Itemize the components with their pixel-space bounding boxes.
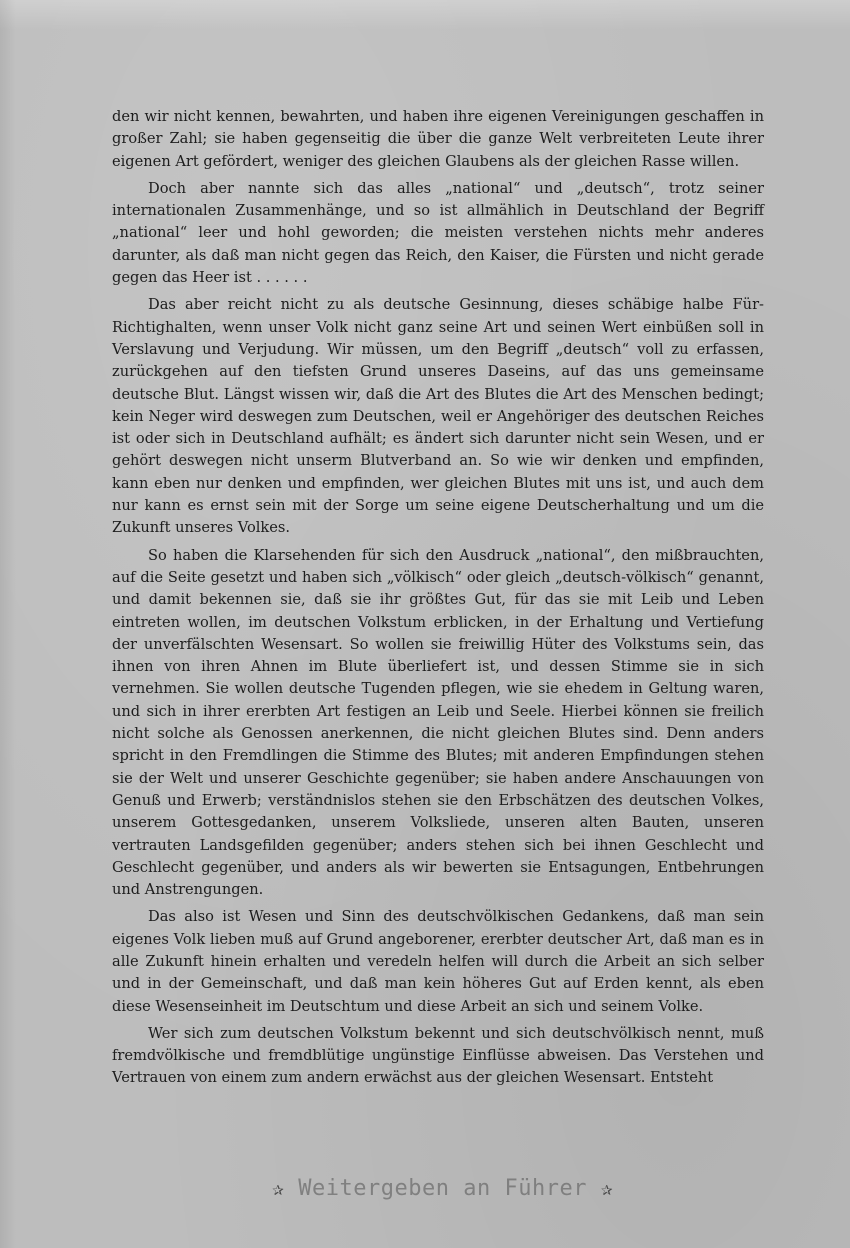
star-icon: ✰ bbox=[272, 1176, 285, 1200]
stamp-text: Weitergeben an Führer bbox=[298, 1176, 587, 1201]
star-icon: ✰ bbox=[600, 1176, 614, 1200]
paragraph-5: Das also ist Wesen und Sinn des deutschvölkischen Gedankens, daß man sein eigenes Volk lieben muß auf Grund angeborener, ererbter deutscher Art, daß man es in alle Zukunft hinein erhalten und veredeln helfen will durch die Arbeit an sich selber und in der Gemeinschaft, und daß man kein höheres Gut auf Erden kennt, als eben diese Wesenseinheit im Deutschtum und diese Arbeit an sich und seinem Volke. bbox=[112, 908, 764, 1015]
paper-fold-shading bbox=[0, 0, 16, 1248]
paragraph-2: Doch aber nannte sich das alles „national“ und „deutsch“, trotz seiner internationalen Zusammenhänge, und so ist allmählich in Deutschland der Begriff „national“ leer und hohl geworden; die meisten verstehen nichts mehr anderes darunter, als daß man nicht gegen das Reich, den Kaiser, die Fürsten und nicht gerade gegen das Heer ist . . . . . . bbox=[112, 179, 764, 287]
paragraph-3: Das aber reicht nicht zu als deutsche Gesinnung, dieses schäbige halbe Für-Richtighalten, wenn unser Volk nicht ganz seine Art und seinen Wert einbüßen soll in Verslavung und Verjudung. Wir müssen, um den Begriff „deutsch“ voll zu erfassen, zurückgehen auf den tiefsten Grund unseres Daseins, auf das uns gemeinsame deutsche Blut. Längst wissen wir, daß die Art des Blutes die Art des Menschen bedingt; kein Neger wird deswegen zum Deutschen, weil er Angehöriger des deutschen Reiches ist oder sich in Deutschland aufhält; es ändert sich darunter nicht sein Wesen, und er gehört deswegen nicht unserm Blutverband an. So wie wir denken und empfinden, kann eben nur denken und empfinden, wer gleichen Blutes mit uns ist, und auch dem nur kann es ernst sein mit der Sorge um seine eigene Deutscherhaltung und um die Zukunft unseres Volkes. bbox=[112, 296, 764, 537]
paragraph-6: Wer sich zum deutschen Volkstum bekennt und sich deutschvölkisch nennt, muß fremdvölkische und fremdblütige ungünstige Einflüsse abweisen. Das Verstehen und Vertrauen von einem zum andern erwächst aus der gleichen Wesensart. Entsteht bbox=[112, 1024, 764, 1087]
paragraph-1: den wir nicht kennen, bewahrten, und haben ihre eigenen Vereinigungen geschaffen in großer Zahl; sie haben gegenseitig die über die ganze Welt verbreiteten Leute ihrer eigenen Art gefördert, weniger des gleichen Glaubens als der gleichen Rasse willen. bbox=[112, 108, 764, 170]
body-text bbox=[112, 106, 764, 1095]
paragraph-4: So haben die Klarsehenden für sich den Ausdruck „national“, den mißbrauchten, auf die Seite gesetzt und haben sich „völkisch“ oder gleich „deutsch-völkisch“ genannt, und damit bekennen sie, daß sie ihr größtes Gut, für das sie mit Leib und Leben eintreten wollen, im deutschen Volkstum erblicken, in der Erhaltung und Vertiefung der unverfälschten Wesensart. So wollen sie freiwillig Hüter des Volkstums sein, das ihnen von ihren Ahnen im Blute überliefert ist, und dessen Stimme sie in sich vernehmen. Sie wollen deutsche Tugenden pflegen, wie sie ehedem in Geltung waren, und sich in ihrer ererbten Art festigen an Leib und Seele. Hierbei können sie freilich nicht solche als Genossen anerkennen, die nicht gleichen Blutes sind. Denn anders spricht in den Fremdlingen die Stimme des Blutes; mit anderen Empfindungen stehen sie der Welt und unserer Geschichte gegenüber; sie haben andere Anschauungen von Genuß und Erwerb; verständnislos stehen sie den Erbschätzen des deutschen Volkes, unserem Gottesgedanken, unserem Volksliede, unseren alten Bauten, unseren vertrauten Landsgefilden gegenüber; anders stehen sich bei ihnen Geschlecht und Geschlecht gegenüber, und anders als wir bewerten sie Entsagungen, Entbehrungen und Anstrengungen. bbox=[112, 546, 764, 899]
rubber-stamp bbox=[272, 1176, 652, 1201]
paper-edge-shading bbox=[0, 0, 850, 30]
